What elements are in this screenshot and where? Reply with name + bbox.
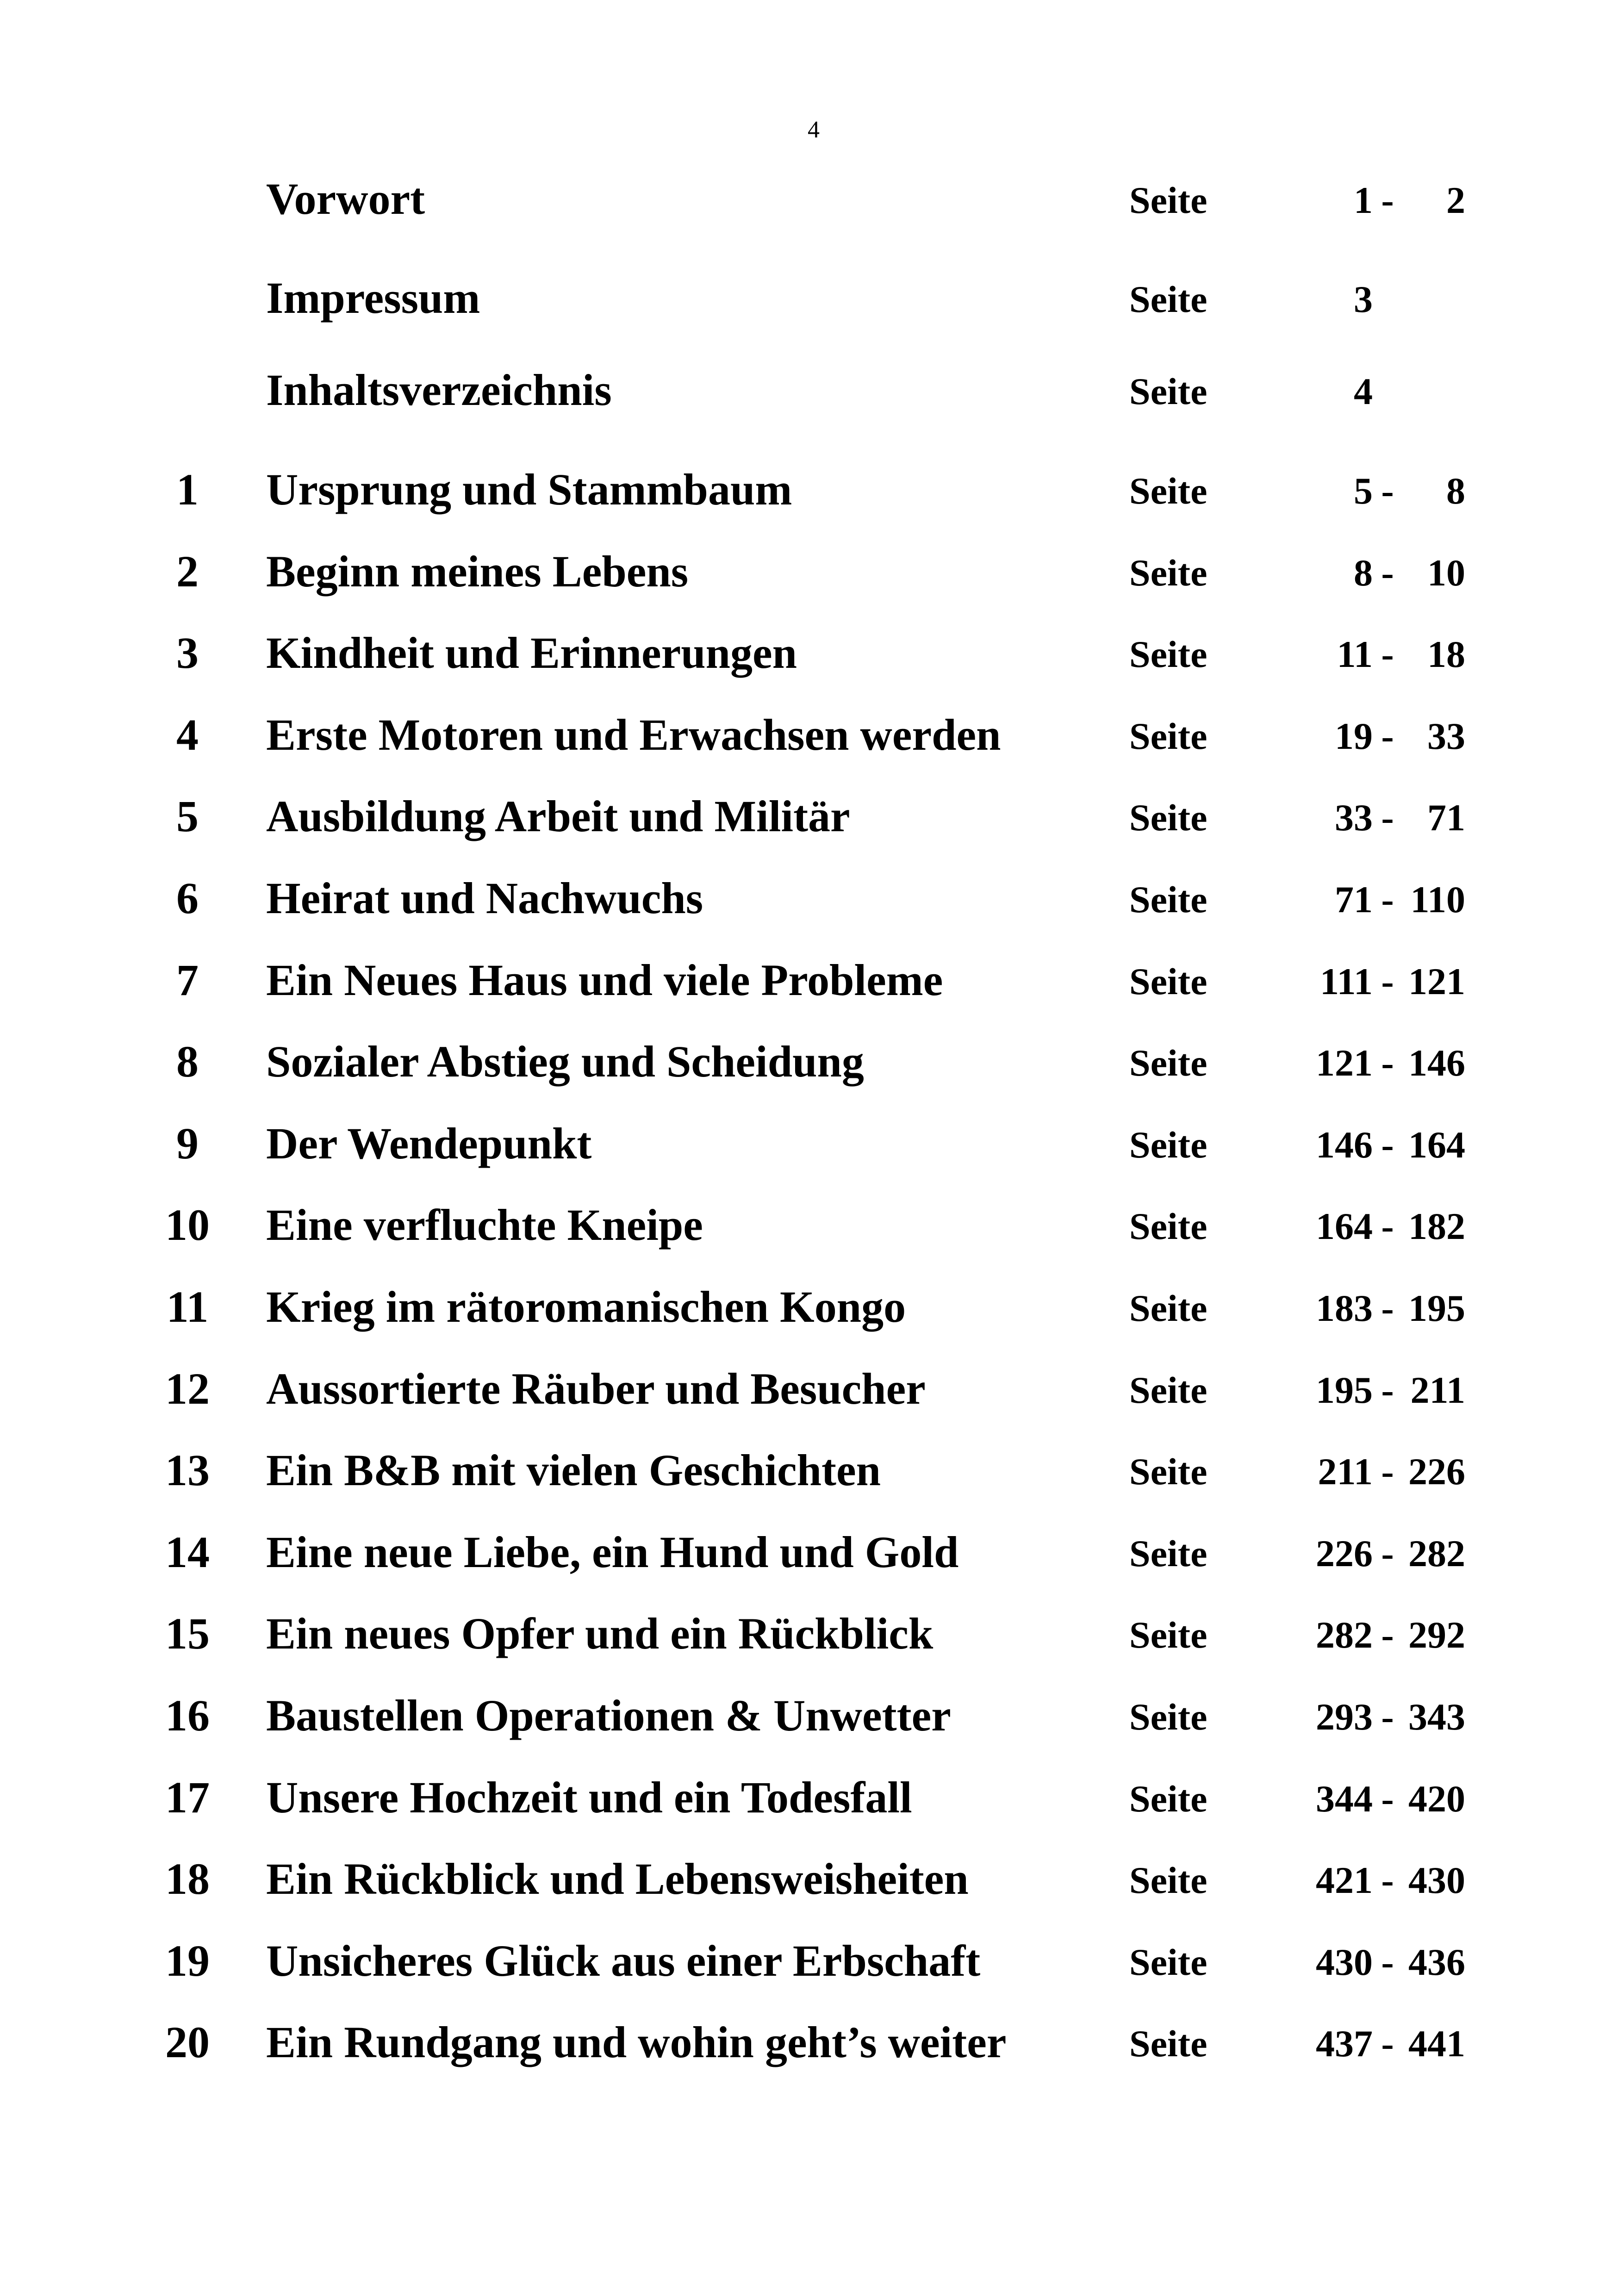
page-range-dash: - <box>1381 878 1394 921</box>
chapter-title: Ein B&B mit vielen Geschichten <box>266 1445 881 1495</box>
page-range-end: 436 <box>1408 1941 1465 1983</box>
seite-label: Seite <box>1129 796 1207 839</box>
page-range-dash: - <box>1381 1696 1394 1738</box>
page-range-start: 33 <box>1335 796 1373 839</box>
page-range-start: 183 <box>1316 1287 1373 1329</box>
page-range-start: 421 <box>1316 1859 1373 1901</box>
page-range-end: 146 <box>1408 1042 1465 1084</box>
page-range-end: 18 <box>1427 633 1465 675</box>
chapter-row <box>0 710 1618 768</box>
page-range-dash: - <box>1381 1124 1394 1166</box>
seite-label: Seite <box>1129 1124 1207 1166</box>
page-range-start: 282 <box>1316 1614 1373 1656</box>
chapter-title: Ein neues Opfer und ein Rückblick <box>266 1609 933 1658</box>
seite-label: Seite <box>1129 960 1207 1002</box>
page-range-dash: - <box>1381 1614 1394 1656</box>
chapter-title: Erste Motoren und Erwachsen werden <box>266 710 1001 759</box>
chapter-row <box>0 1282 1618 1340</box>
front-matter-row <box>0 365 1618 423</box>
page-range-end: 226 <box>1408 1450 1465 1493</box>
page-range-dash: - <box>1381 1369 1394 1411</box>
chapter-number: 5 <box>176 791 199 841</box>
page-range-dash: - <box>1381 1042 1394 1084</box>
chapter-number: 16 <box>165 1691 210 1740</box>
chapter-row <box>0 1854 1618 1912</box>
chapter-title: Ein Rückblick und Lebensweisheiten <box>266 1854 969 1904</box>
page-range-start: 111 <box>1320 960 1373 1002</box>
chapter-row <box>0 873 1618 932</box>
seite-label: Seite <box>1129 552 1207 594</box>
seite-label: Seite <box>1129 1287 1207 1329</box>
chapter-row <box>0 2017 1618 2076</box>
page-range-end: 292 <box>1408 1614 1465 1656</box>
page-range-dash: - <box>1381 1205 1394 1247</box>
seite-label: Seite <box>1129 633 1207 675</box>
seite-label: Seite <box>1129 1369 1207 1411</box>
page-range-end: 211 <box>1410 1369 1465 1411</box>
seite-label: Seite <box>1129 1532 1207 1574</box>
chapter-row <box>0 628 1618 686</box>
seite-label: Seite <box>1129 1778 1207 1820</box>
chapter-title: Aussortierte Räuber und Besucher <box>266 1364 926 1413</box>
page-number: 4 <box>808 117 820 143</box>
chapter-title: Sozialer Abstieg und Scheidung <box>266 1037 864 1086</box>
front-matter-row <box>0 174 1618 232</box>
page-range-end: 430 <box>1408 1859 1465 1901</box>
chapter-title: Kindheit und Erinnerungen <box>266 628 797 678</box>
page-range-start: 146 <box>1316 1124 1373 1166</box>
chapter-title: Beginn meines Lebens <box>266 547 689 596</box>
page-range-dash: - <box>1381 2022 1394 2065</box>
chapter-number: 13 <box>165 1445 210 1495</box>
page-range-dash: - <box>1381 1859 1394 1901</box>
page-range-start: 3 <box>1354 278 1373 320</box>
chapter-row <box>0 549 1618 605</box>
page-range-dash: - <box>1381 470 1394 512</box>
chapter-row <box>0 1775 1618 1831</box>
page-range-start: 430 <box>1316 1941 1373 1983</box>
chapter-number: 11 <box>166 1282 209 1332</box>
page-range-start: 19 <box>1335 715 1373 757</box>
chapter-number: 15 <box>165 1609 210 1658</box>
seite-label: Seite <box>1129 1859 1207 1901</box>
chapter-number: 18 <box>165 1854 210 1904</box>
section-title: Vorwort <box>266 174 425 224</box>
chapter-row <box>0 955 1618 1014</box>
page-range-start: 293 <box>1316 1696 1373 1738</box>
page-range-end: 420 <box>1408 1778 1465 1820</box>
page-range-start: 226 <box>1316 1532 1373 1574</box>
page-range-end: 8 <box>1446 470 1465 512</box>
chapter-number: 6 <box>176 873 199 923</box>
chapter-row <box>0 1609 1618 1667</box>
page-range-start: 11 <box>1337 633 1373 675</box>
chapter-number: 9 <box>176 1119 199 1168</box>
chapter-number: 3 <box>176 628 199 678</box>
seite-label: Seite <box>1129 715 1207 757</box>
page-range-end: 110 <box>1410 878 1465 921</box>
section-title: Impressum <box>266 273 480 323</box>
chapter-number: 20 <box>165 2017 210 2067</box>
page-range-start: 121 <box>1316 1042 1373 1084</box>
page-range-end: 282 <box>1408 1532 1465 1574</box>
front-matter-row <box>0 273 1618 331</box>
chapter-row <box>0 1936 1618 1994</box>
page-range-end: 2 <box>1446 179 1465 221</box>
chapter-title: Ausbildung Arbeit und Militär <box>266 791 850 841</box>
seite-label: Seite <box>1129 1696 1207 1738</box>
chapter-row <box>0 467 1618 523</box>
seite-label: Seite <box>1129 1941 1207 1983</box>
page-range-start: 5 <box>1354 470 1373 512</box>
seite-label: Seite <box>1129 878 1207 921</box>
seite-label: Seite <box>1129 370 1207 412</box>
chapter-title: Unsicheres Glück aus einer Erbschaft <box>266 1936 981 1985</box>
page-range-end: 33 <box>1427 715 1465 757</box>
chapter-number: 19 <box>165 1936 210 1985</box>
page-range-end: 164 <box>1408 1124 1465 1166</box>
page-range-dash: - <box>1381 1287 1394 1329</box>
chapter-row <box>0 1445 1618 1504</box>
page-range-dash: - <box>1381 1778 1394 1820</box>
page-range-dash: - <box>1381 1941 1394 1983</box>
chapter-title: Der Wendepunkt <box>266 1119 592 1168</box>
seite-label: Seite <box>1129 278 1207 320</box>
chapter-row <box>0 1200 1618 1258</box>
page-range-start: 1 <box>1354 179 1373 221</box>
chapter-number: 14 <box>165 1527 210 1577</box>
chapter-row <box>0 1039 1618 1095</box>
chapter-number: 2 <box>176 547 199 596</box>
page-range-dash: - <box>1381 715 1394 757</box>
chapter-number: 10 <box>165 1200 210 1250</box>
chapter-title: Heirat und Nachwuchs <box>266 873 703 923</box>
page-range-dash: - <box>1381 960 1394 1002</box>
chapter-row <box>0 1693 1618 1749</box>
page-range-dash: - <box>1381 796 1394 839</box>
chapter-number: 8 <box>176 1037 199 1086</box>
page-range-end: 441 <box>1408 2022 1465 2065</box>
page-range-start: 164 <box>1316 1205 1373 1247</box>
page-range-dash: - <box>1381 1450 1394 1493</box>
page-range-end: 71 <box>1427 796 1465 839</box>
page-range-start: 195 <box>1316 1369 1373 1411</box>
page-range-end: 343 <box>1408 1696 1465 1738</box>
chapter-title: Ein Neues Haus und viele Probleme <box>266 955 943 1005</box>
page-range-end: 10 <box>1427 552 1465 594</box>
page-range-start: 437 <box>1316 2022 1373 2065</box>
chapter-title: Unsere Hochzeit und ein Todesfall <box>266 1773 912 1822</box>
chapter-number: 1 <box>176 465 199 514</box>
seite-label: Seite <box>1129 1205 1207 1247</box>
page-range-start: 4 <box>1354 370 1373 412</box>
chapter-title: Krieg im rätoromanischen Kongo <box>266 1282 906 1332</box>
chapter-title: Eine neue Liebe, ein Hund und Gold <box>266 1527 959 1577</box>
chapter-row <box>0 791 1618 850</box>
chapter-title: Ursprung und Stammbaum <box>266 465 792 514</box>
page-range-start: 211 <box>1318 1450 1373 1493</box>
page-range-start: 8 <box>1354 552 1373 594</box>
chapter-number: 4 <box>176 710 199 759</box>
chapter-title: Ein Rundgang und wohin geht’s weiter <box>266 2017 1007 2067</box>
seite-label: Seite <box>1129 1450 1207 1493</box>
seite-label: Seite <box>1129 179 1207 221</box>
chapter-number: 12 <box>165 1364 210 1413</box>
page-range-start: 71 <box>1335 878 1373 921</box>
page-range-dash: - <box>1381 1532 1394 1574</box>
page-range-dash: - <box>1381 552 1394 594</box>
chapter-title: Eine verfluchte Kneipe <box>266 1200 703 1250</box>
chapter-row <box>0 1121 1618 1177</box>
chapter-number: 7 <box>176 955 199 1005</box>
page-range-end: 121 <box>1408 960 1465 1002</box>
chapter-number: 17 <box>165 1773 210 1822</box>
page-range-start: 344 <box>1316 1778 1373 1820</box>
page-range-dash: - <box>1381 179 1394 221</box>
page-range-end: 195 <box>1408 1287 1465 1329</box>
seite-label: Seite <box>1129 1042 1207 1084</box>
chapter-title: Baustellen Operationen & Unwetter <box>266 1691 951 1740</box>
seite-label: Seite <box>1129 2022 1207 2065</box>
seite-label: Seite <box>1129 470 1207 512</box>
chapter-row <box>0 1527 1618 1586</box>
section-title: Inhaltsverzeichnis <box>266 365 612 415</box>
chapter-row <box>0 1364 1618 1422</box>
seite-label: Seite <box>1129 1614 1207 1656</box>
page-range-dash: - <box>1381 633 1394 675</box>
page-range-end: 182 <box>1408 1205 1465 1247</box>
